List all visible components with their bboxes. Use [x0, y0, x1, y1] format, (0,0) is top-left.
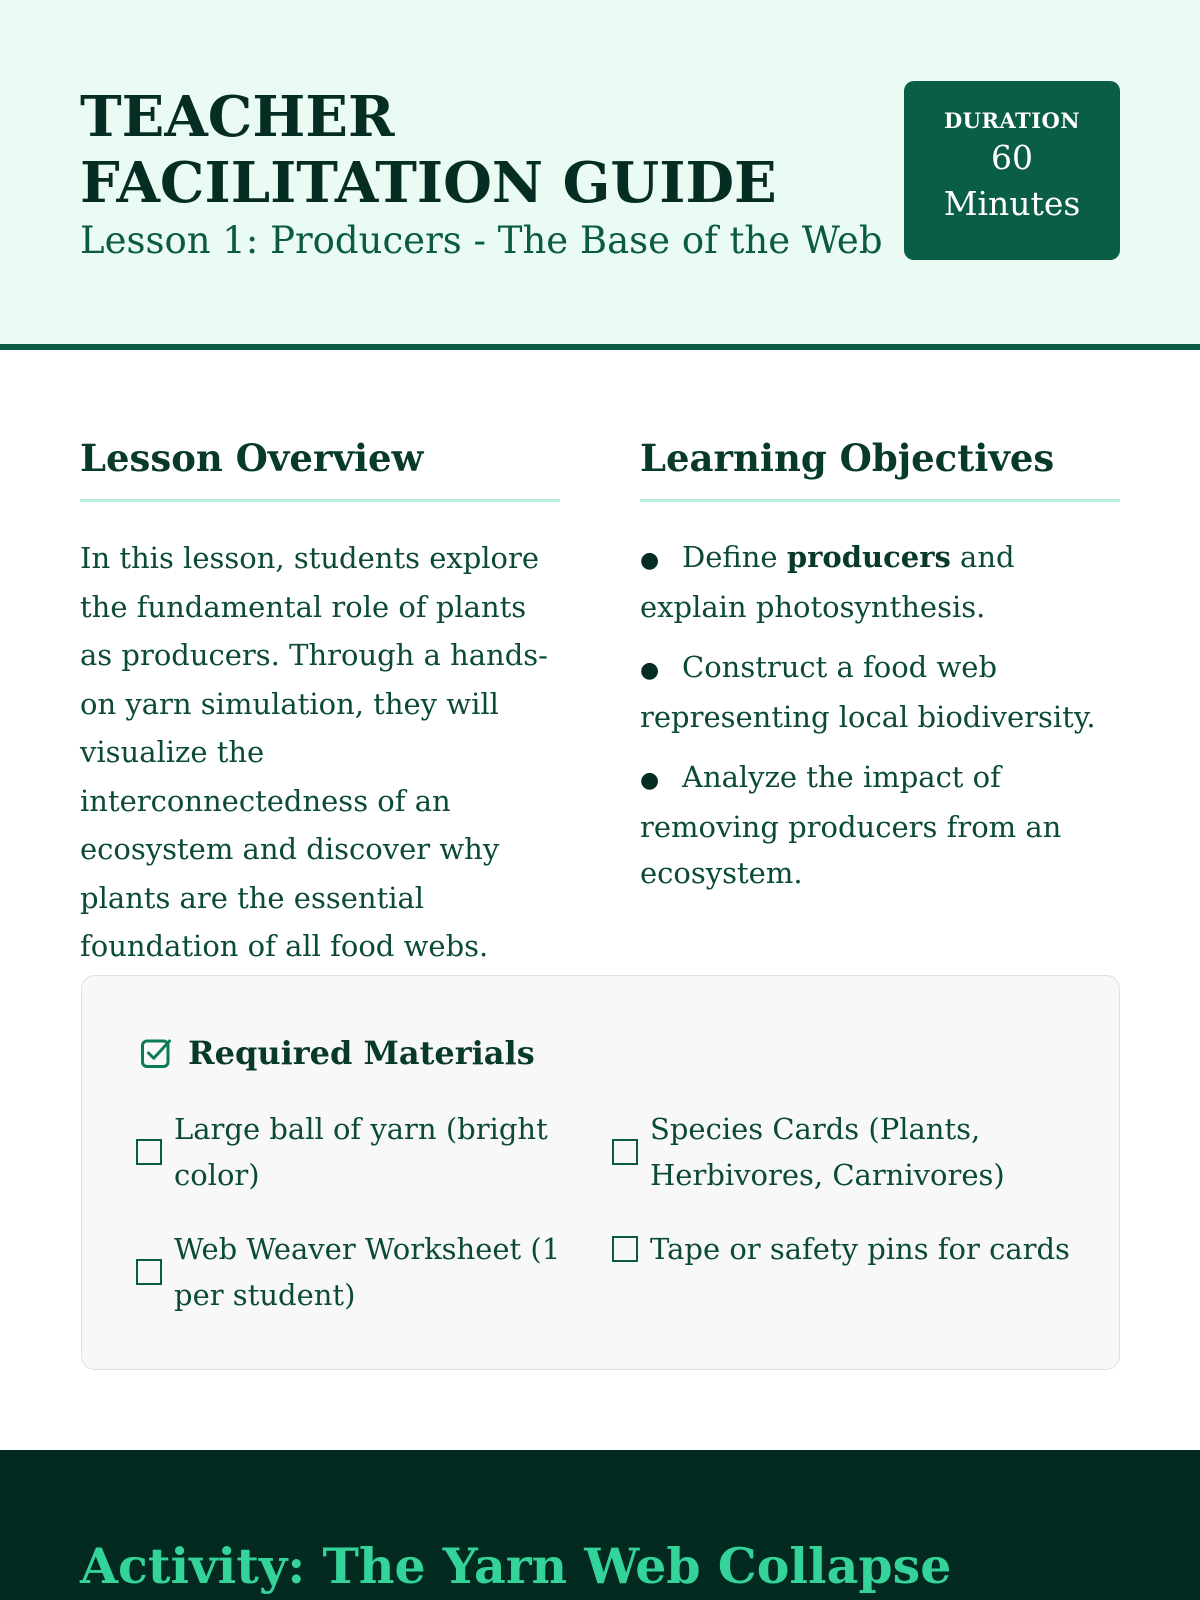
duration-unit: Minutes	[943, 184, 1081, 223]
material-checkbox[interactable]	[612, 1236, 638, 1262]
page-title: TEACHER FACILITATION GUIDE	[80, 84, 777, 216]
required-materials-label: Required Materials	[188, 1034, 535, 1072]
material-item[interactable]	[612, 1226, 1082, 1272]
material-label: Large ball of yarn (bright color)	[174, 1112, 548, 1192]
duration-value: 60	[991, 138, 1033, 177]
material-item[interactable]	[136, 1226, 566, 1318]
material-label: Tape or safety pins for cards	[650, 1232, 1070, 1266]
objective-item	[640, 534, 1120, 630]
duration-badge	[904, 81, 1120, 260]
bullet-icon: ●	[640, 768, 660, 793]
material-checkbox[interactable]	[136, 1139, 162, 1165]
material-label: Web Weaver Worksheet (1 per student)	[174, 1232, 561, 1312]
objectives-list	[640, 534, 1120, 896]
material-checkbox[interactable]	[612, 1139, 638, 1165]
lesson-overview-section	[80, 433, 560, 971]
learning-objectives-heading: Learning Objectives	[640, 433, 1120, 502]
material-label: Species Cards (Plants, Herbivores, Carnivores)	[650, 1112, 1005, 1192]
lesson-overview-text: In this lesson, students explore the fundamental role of plants as producers. Through a hands-on yarn simulation, they will visualize the interconnectedness of an ecosystem and discover why plants are the essential foundation of all food webs.	[80, 541, 548, 963]
objective-keyword: producers	[786, 540, 951, 574]
objective-item	[640, 754, 1120, 896]
objective-item	[640, 644, 1120, 740]
material-item[interactable]	[136, 1106, 566, 1198]
required-materials-heading	[138, 1031, 535, 1075]
bullet-icon: ●	[640, 548, 660, 573]
objective-text: Analyze the impact of removing producers from an ecosystem.	[640, 760, 1062, 890]
material-item[interactable]	[612, 1106, 1082, 1198]
checkbox-checked-icon	[138, 1035, 174, 1071]
objective-text: and explain photosynthesis.	[640, 540, 1015, 624]
lesson-overview-heading: Lesson Overview	[80, 433, 560, 502]
activity-title: Activity: The Yarn Web Collapse	[80, 1537, 952, 1595]
activity-banner	[0, 1450, 1200, 1600]
guide-header	[0, 0, 1200, 350]
bullet-icon: ●	[640, 658, 660, 683]
lesson-subtitle: Lesson 1: Producers - The Base of the Web	[80, 219, 883, 262]
objective-text: Construct a food web representing local biodiversity.	[640, 650, 1096, 734]
learning-objectives-section	[640, 433, 1120, 910]
material-checkbox[interactable]	[136, 1259, 162, 1285]
required-materials-box	[81, 975, 1120, 1370]
objective-text: Define	[682, 540, 787, 574]
duration-label: DURATION	[943, 108, 1081, 133]
